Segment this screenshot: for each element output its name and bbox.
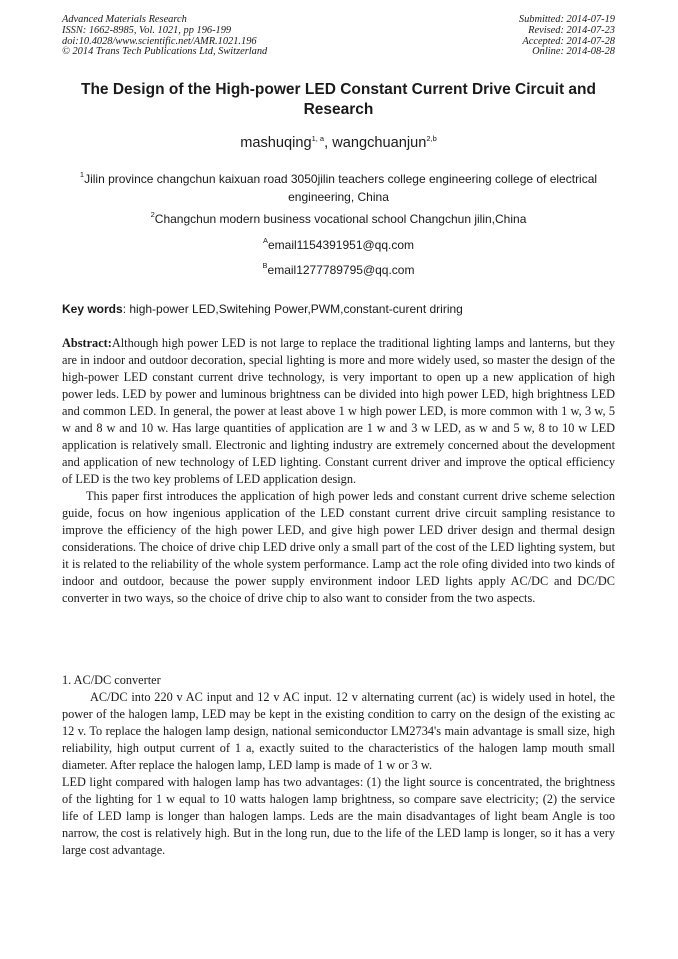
author-superscript: 1, a	[311, 134, 325, 143]
section-paragraph-2: LED light compared with halogen lamp has two advantages: (1) the light source is concentrated, the brightness of the lighting for 1 w equal to 10 watts halogen lamp brightness, so compare save electricity; (2) the service life of LED lamp is longer than halogen lamps. Leds are the main disadvantages of light beam Angle is too narrow, the cost is relatively high. But in the long run, due to the life of the LED lamp is longer, so it has a very large cost advantage.	[62, 775, 615, 857]
email-marker: B	[262, 261, 268, 270]
journal-copyright: © 2014 Trans Tech Publications Ltd, Switzerland	[62, 46, 268, 58]
keywords-text: : high-power LED,Switehing Power,PWM,constant-curent driring	[122, 302, 463, 316]
journal-info	[62, 15, 267, 58]
keywords-label: Key words	[62, 302, 123, 316]
author-superscript: 2,b	[426, 134, 437, 143]
publication-dates	[519, 15, 615, 58]
affiliation-marker: 1	[79, 170, 85, 179]
section-paragraph-1: AC/DC into 220 v AC input and 12 v AC input. 12 v alternating current (ac) is widely used in hotel, the power of the halogen lamp, LED may be kept in the existing condition to carry on the design of the existing ac 12 v. To replace the halogen lamp design, national semiconductor LM2734's main advantage is small size, high reliability, high output current of 1 a, exactly suited to the characteristics of the halogen lamp mouth small diameter. After replace the halogen lamp, LED lamp is made of 1 w or 3 w.	[62, 690, 615, 772]
abstract	[62, 335, 615, 607]
affiliation-marker: 2	[150, 210, 155, 219]
date-revised: Revised: 2014-07-23	[528, 24, 615, 36]
author-name: wangchuanjun	[332, 135, 427, 151]
email-marker: A	[262, 236, 268, 245]
email-address: email1277789795@qq.com	[267, 263, 415, 277]
journal-issn: ISSN: 1662-8985, Vol. 1021, pp 196-199	[62, 24, 232, 36]
keywords	[62, 301, 615, 317]
affiliation-1	[62, 170, 615, 206]
date-submitted: Submitted: 2014-07-19	[518, 14, 615, 25]
affiliation-text: Changchun modern business vocational school Changchun jilin,China	[154, 212, 527, 226]
section-heading: 1. AC/DC converter	[62, 673, 161, 687]
date-accepted: Accepted: 2014-07-28	[522, 35, 615, 47]
affiliation-text: Jilin province changchun kaixuan road 3050jilin teachers college engineering college of electrical engineering, China	[84, 172, 598, 204]
author-separator: ,	[324, 135, 333, 151]
email-b	[62, 261, 615, 279]
intro-paragraph: This paper first introduces the application of high power leds and constant current drive scheme selection guide, focus on how ingenious application of the LED constant current drive circuit sampling resistance to improve the efficiency of the high power LED, and give high power LED driver design and thermal design considerations. The choice of drive chip LED drive only a small part of the cost of the LED lighting system, but it is related to the reliability of the whole system performance. Lamp act the role ofing divided into two kinds of indoor and outdoor, because the power supply environment indoor LED lights apply AC/DC and DC/DC converter in two ways, so the choice of drive chip to also want to consider from the two aspects.	[62, 489, 615, 605]
email-address: email1154391951@qq.com	[267, 238, 415, 252]
email-a	[62, 236, 615, 254]
date-online: Online: 2014-08-28	[532, 46, 615, 58]
journal-name: Advanced Materials Research	[62, 14, 187, 25]
abstract-label: Abstract:	[62, 336, 112, 350]
affiliation-2	[62, 210, 615, 228]
paper-title: The Design of the High-power LED Constant Current Drive Circuit and Research	[81, 81, 596, 118]
abstract-text: Although high power LED is not large to replace the traditional lighting lamps and lanterns, but they are in indoor and outdoor decoration, special lighting is more and more widely used, so master the design of the high-power LED constant current drive technology, is very important to open up a new application of high power leds. LED by power and luminous brightness can be divided into high power LED, high brightness LED and common LED. In general, the power at least above 1 w high power LED, is more common with 1 w, 3 w, 5 w and 8 w and 10 w. Has large quantities of application are 1 w and 3 w LED, as w and 5 w, 8 to 10 w LED application is relatively small. Electronic and lighting industry are extremely concerned about the development and application of new technology of LED lighting. Constant current driver and improve the optical efficiency of LED is the two key problems of LED application design.	[62, 336, 615, 486]
section-body	[62, 689, 615, 859]
journal-doi: doi:10.4028/www.scientific.net/AMR.1021.196	[62, 35, 257, 47]
author-list	[62, 134, 615, 152]
author-name: mashuqing	[240, 135, 312, 151]
